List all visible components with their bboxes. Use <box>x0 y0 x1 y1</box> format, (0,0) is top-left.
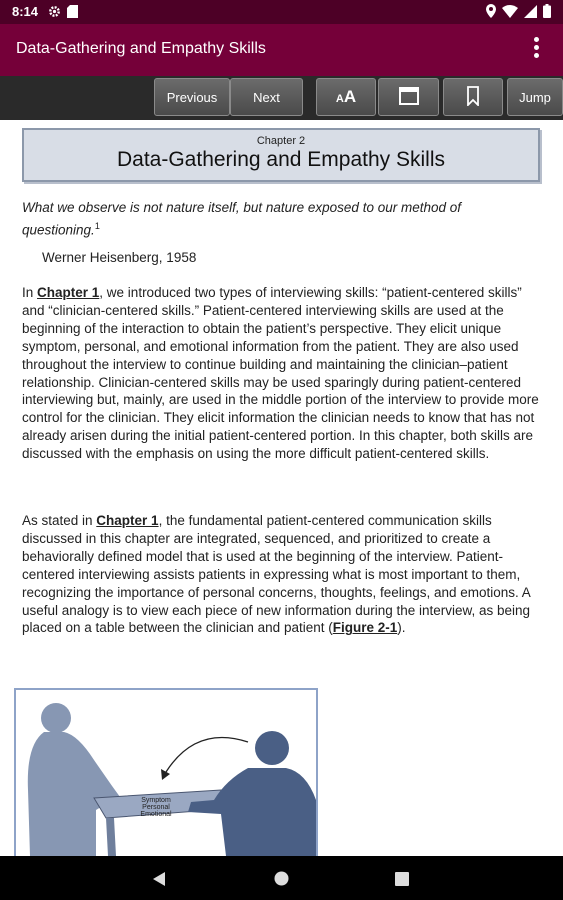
font-size-small-letter: A <box>335 93 344 105</box>
chapter-1-link[interactable]: Chapter 1 <box>96 513 159 528</box>
home-icon[interactable] <box>274 871 289 891</box>
info-arrowhead <box>161 769 170 780</box>
footnote-link[interactable]: 1 <box>94 221 100 231</box>
paragraph-1-text-a: In <box>22 285 38 300</box>
right-person-head <box>255 731 289 765</box>
paragraph-2 <box>22 512 544 637</box>
reader-content[interactable] <box>0 120 563 856</box>
bookmark-icon <box>467 86 479 109</box>
gear-icon <box>48 5 61 23</box>
reader-toolbar <box>0 76 563 120</box>
system-nav-bar <box>0 856 563 900</box>
battery-icon <box>543 4 551 23</box>
font-size-large-letter: A <box>343 87 357 106</box>
right-person-body <box>188 768 316 856</box>
chapter-1-link[interactable]: Chapter 1 <box>37 285 100 300</box>
chapter-title: Data-Gathering and Empathy Skills <box>117 148 445 171</box>
view-mode-button[interactable] <box>378 78 439 116</box>
back-icon[interactable] <box>152 871 166 892</box>
left-person-head <box>41 703 71 733</box>
epigraph-text: What we observe is not nature itself, but nature exposed to our method of questioning. <box>22 200 462 238</box>
next-button[interactable]: Next <box>230 78 303 116</box>
epigraph <box>22 198 522 240</box>
signal-icon <box>524 5 537 23</box>
paragraph-1-text-b: , we introduced two types of interviewing skills: “patient-centered skills” and “clinician-centered skills.” Patient-centered interviewing skills are used at the beginning of the interaction to obtain the patient’s perspective. They elicit unique symptom, personal, and emotional information from the patient. They are also used throughout the interview to continue building and maintaining the clinician–patient relationship. Clinician-centered skills may be used sparingly during patient-centered interviewing but, mainly, are used in the middle portion of the interview to provide more control for the clinician. They elicit information the clinician needs to know that has not already arisen during the initial patient-centered portion. In this chapter, both skills are discussed with the emphasis on using the more difficult patient-centered skills. <box>22 285 539 462</box>
wifi-icon <box>502 5 518 23</box>
status-bar <box>0 0 563 24</box>
jump-button[interactable]: Jump <box>507 78 563 116</box>
status-time: 8:14 <box>12 4 39 19</box>
sd-card-icon <box>67 5 78 23</box>
overflow-menu-icon[interactable] <box>531 37 541 63</box>
chapter-label: Chapter 2 <box>256 135 306 147</box>
info-arrow <box>166 737 248 772</box>
figure-label-symptom: Symptom <box>141 797 171 804</box>
paragraph-2-text-b: , the fundamental patient-centered communication skills discussed in this chapter are integrated, sequenced, and prioritized to create a behaviorally defined model that is used at the beginning of the interview. Patient-centered interviewing assists patients in expressing what is most important to them, recognizing the importance of personal concerns, thoughts, feelings, and emotions. A useful analogy is to view each piece of new information during the interview, as being placed on a table between the clinician and patient ( <box>22 513 531 636</box>
paragraph-1 <box>22 284 544 463</box>
font-size-icon <box>336 87 356 107</box>
epigraph-attribution: Werner Heisenberg, 1958 <box>42 250 197 265</box>
paragraph-2-text-a: As stated in <box>22 513 97 528</box>
paragraph-2-text-c: ). <box>397 620 406 636</box>
location-icon <box>486 4 496 23</box>
recents-icon[interactable] <box>395 872 409 891</box>
chapter-header <box>22 128 540 182</box>
figure-2-1[interactable] <box>14 688 318 856</box>
figure-label-personal: Personal <box>142 804 170 811</box>
figure-label-emotional: Emotional <box>140 811 172 818</box>
bookmark-button[interactable] <box>443 78 503 116</box>
app-title: Data-Gathering and Empathy Skills <box>16 40 266 57</box>
previous-button[interactable]: Previous <box>154 78 230 116</box>
figure-illustration <box>16 690 316 856</box>
font-size-button[interactable] <box>316 78 376 116</box>
window-icon <box>399 87 419 108</box>
figure-2-1-link[interactable]: Figure 2-1 <box>332 620 398 636</box>
app-bar <box>0 24 563 76</box>
